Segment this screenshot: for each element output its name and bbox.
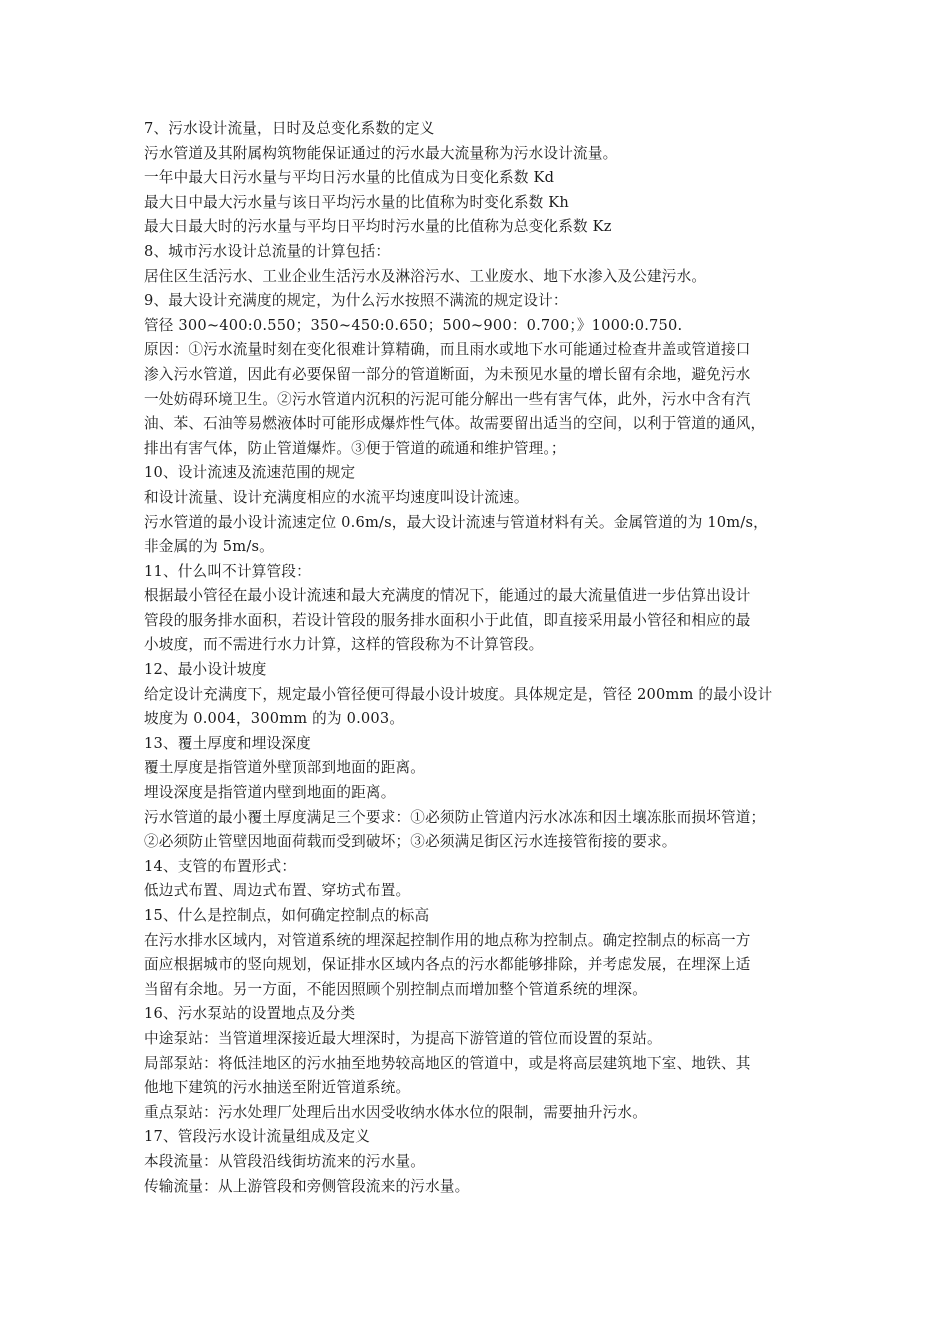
text-line: 9、最大设计充满度的规定，为什么污水按照不满流的规定设计： [144,292,568,310]
text-line: 局部泵站：将低洼地区的污水抽至地势较高地区的管道中，或是将高层建筑地下室、地铁、其 [144,1054,751,1072]
text-line: 埋设深度是指管道内壁到地面的距离。 [144,784,396,802]
document-body [144,117,809,1199]
text-line: 管段的服务排水面积，若设计管段的服务排水面积小于此值，即直接采用最小管径和相应的最 [144,611,751,629]
text-line: 15、什么是控制点，如何确定控制点的标高 [144,907,430,924]
text-line: 和设计流量、设计充满度相应的水流平均速度叫设计流速。 [144,488,529,506]
text-line: 17、管段污水设计流量组成及定义 [144,1128,371,1146]
text-line: 原因：①污水流量时刻在变化很难计算精确，而且雨水或地下水可能通过检查井盖或管道接口 [144,341,751,359]
text-line: 最大日中最大污水量与该日平均污水量的比值称为时变化系数 Kh [144,193,569,211]
text-line: 11、什么叫不计算管段： [144,562,311,580]
text-line: 14、支管的布置形式： [144,857,297,875]
text-line: 居住区生活污水、工业企业生活污水及淋浴污水、工业废水、地下水渗入及公建污水。 [144,267,707,285]
text-line: 管径 300~400:0.550；350~450:0.650；500~900：0.700；》1000:0.750. [144,316,683,334]
text-line: 12、最小设计坡度 [144,661,267,679]
text-line: 8、城市污水设计总流量的计算包括： [144,242,391,260]
text-line: 重点泵站：污水处理厂处理后出水因受收纳水体水位的限制，需要抽升污水。 [144,1103,647,1121]
text-line: 面应根据城市的竖向规划，保证排水区域内各点的污水都能够排除，并考虑发展，在埋深上适 [144,956,751,974]
text-line: 覆土厚度是指管道外壁顶部到地面的距离。 [144,759,426,777]
text-line: 他地下建筑的污水抽送至附近管道系统。 [144,1079,411,1097]
text-line: 最大日最大时的污水量与平均日平均时污水量的比值称为总变化系数 Kz [144,218,612,236]
text-line: ②必须防止管壁因地面荷载而受到破坏；③必须满足街区污水连接管衔接的要求。 [144,833,677,851]
text-line: 坡度为 0.004，300mm 的为 0.003。 [144,710,405,728]
text-line: 7、污水设计流量，日时及总变化系数的定义 [144,120,435,137]
text-line: 中途泵站：当管道埋深接近最大埋深时，为提高下游管道的管位而设置的泵站。 [144,1029,662,1047]
text-line: 污水管道及其附属构筑物能保证通过的污水最大流量称为污水设计流量。 [144,144,618,162]
text-line: 当留有余地。另一方面，不能因照顾个别控制点而增加整个管道系统的埋深。 [144,980,647,998]
text-line: 油、苯、石油等易燃液体时可能形成爆炸性气体。故需要留出适当的空间，以利于管道的通风， [144,415,766,433]
text-line: 污水管道的最小设计流速定位 0.6m/s，最大设计流速与管道材料有关。金属管道的为 10m/s， [144,513,768,531]
text-line: 根据最小管径在最小设计流速和最大充满度的情况下，能通过的最大流量值进一步估算出设计 [144,587,751,605]
text-line: 小坡度，而不需进行水力计算，这样的管段称为不计算管段。 [144,636,544,654]
text-line: 16、污水泵站的设置地点及分类 [144,1005,356,1023]
text-line: 渗入污水管道，因此有必要保留一部分的管道断面，为未预见水量的增长留有余地，避免污水 [144,365,751,383]
text-line: 非金属的为 5m/s。 [144,538,274,556]
text-line: 污水管道的最小覆土厚度满足三个要求：①必须防止管道内污水冰冻和因土壤冻胀而损坏管道； [144,808,766,826]
text-line: 13、覆土厚度和埋设深度 [144,734,311,752]
text-line: 在污水排水区域内，对管道系统的埋深起控制作用的地点称为控制点。确定控制点的标高一方 [144,931,751,949]
text-line: 低边式布置、周边式布置、穿坊式布置。 [144,882,411,900]
text-line: 传输流量：从上游管段和旁侧管段流来的污水量。 [144,1177,470,1195]
text-line: 本段流量：从管段沿线街坊流来的污水量。 [144,1152,426,1170]
text-line: 排出有害气体，防止管道爆炸。③便于管道的疏通和维护管理。； [144,439,566,457]
text-line: 给定设计充满度下，规定最小管径便可得最小设计坡度。具体规定是，管径 200mm 的最小设计 [144,685,773,703]
text-line: 一年中最大日污水量与平均日污水量的比值成为日变化系数 Kd [144,169,555,187]
text-line: 一处妨碍环境卫生。②污水管道内沉积的污泥可能分解出一些有害气体，此外，污水中含有汽 [144,390,751,408]
text-line: 10、设计流速及流速范围的规定 [144,464,356,482]
